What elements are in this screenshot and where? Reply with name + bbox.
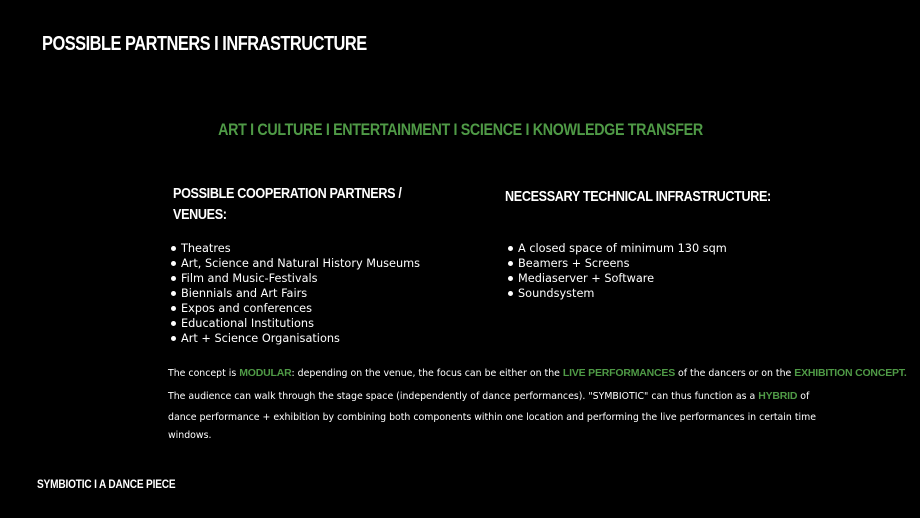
text-span: The audience can walk through the stage space (independently of dance performances). "SYMBIOTIC" can thus function as a: [168, 391, 759, 402]
infrastructure-list: [508, 241, 727, 301]
slide-subtitle: [0, 120, 920, 140]
list-item: Expos and conferences: [171, 301, 420, 316]
slide-title: POSSIBLE PARTNERS I INFRASTRUCTURE: [42, 33, 367, 55]
partners-heading: [173, 183, 402, 225]
list-item: Biennials and Art Fairs: [171, 286, 420, 301]
concept-paragraph-line3: dance performance + exhibition by combining both components within one location and performing the live performances in certain time: [168, 412, 817, 423]
list-item: Theatres: [171, 241, 420, 256]
concept-paragraph-line1: [168, 367, 907, 379]
highlight-modular: MODULAR: [239, 367, 292, 379]
highlight-exhibition-concept: EXHIBITION CONCEPT.: [794, 367, 907, 379]
list-item: Beamers + Screens: [508, 256, 727, 271]
concept-paragraph-line2: [168, 390, 808, 402]
list-item: Soundsystem: [508, 286, 727, 301]
partners-heading-line2: VENUES:: [173, 206, 227, 223]
partners-heading-line1: POSSIBLE COOPERATION PARTNERS /: [173, 185, 402, 202]
text-span: The concept is: [168, 368, 240, 379]
infrastructure-heading: NECESSARY TECHNICAL INFRASTRUCTURE:: [505, 188, 771, 205]
partners-list: [171, 241, 420, 346]
concept-paragraph-line4: windows.: [168, 430, 212, 441]
list-item: Art, Science and Natural History Museums: [171, 256, 420, 271]
list-item: A closed space of minimum 130 sqm: [508, 241, 727, 256]
footer-label: SYMBIOTIC I A DANCE PIECE: [37, 477, 176, 491]
list-item: Educational Institutions: [171, 316, 420, 331]
text-span: : depending on the venue, the focus can be either on the: [291, 368, 563, 379]
list-item: Art + Science Organisations: [171, 331, 420, 346]
highlight-live-performances: LIVE PERFORMANCES: [562, 367, 676, 379]
text-span: of the dancers or on the: [675, 368, 795, 379]
list-item: Mediaserver + Software: [508, 271, 727, 286]
list-item: Film and Music-Festivals: [171, 271, 420, 286]
highlight-hybrid: HYBRID: [758, 390, 798, 402]
text-span: of: [797, 391, 810, 402]
subtitle-text: ART I CULTURE I ENTERTAINMENT I SCIENCE I KNOWLEDGE TRANSFER: [217, 120, 703, 139]
